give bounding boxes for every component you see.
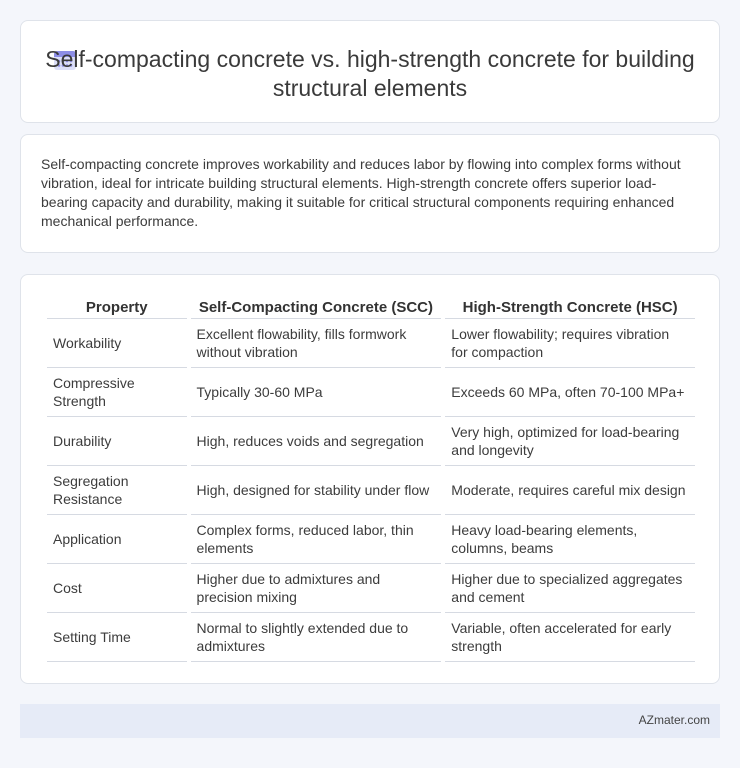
- table-row: [47, 466, 695, 515]
- row-property: Setting Time: [47, 613, 187, 662]
- row-property: Cost: [47, 564, 187, 613]
- row-scc-value: Typically 30-60 MPa: [191, 368, 442, 417]
- row-scc-value: High, designed for stability under flow: [191, 466, 442, 515]
- page-title: Self-compacting concrete vs. high-strength concrete for building structural elements: [45, 46, 695, 101]
- row-property: Application: [47, 515, 187, 564]
- row-hsc-value: Moderate, requires careful mix design: [445, 466, 695, 515]
- row-property: Segregation Resistance: [47, 466, 187, 515]
- row-scc-value: Normal to slightly extended due to admixtures: [191, 613, 442, 662]
- row-hsc-value: Variable, often accelerated for early strength: [445, 613, 695, 662]
- title-card: [20, 20, 720, 123]
- table-header-row: [47, 297, 695, 319]
- table-row: [47, 613, 695, 662]
- table-row: [47, 368, 695, 417]
- summary-card: [20, 134, 720, 253]
- column-header-scc: Self-Compacting Concrete (SCC): [191, 297, 442, 319]
- comparison-card: [20, 274, 720, 684]
- row-hsc-value: Very high, optimized for load-bearing and longevity: [445, 417, 695, 466]
- row-property: Durability: [47, 417, 187, 466]
- column-header-property: Property: [47, 297, 187, 319]
- row-scc-value: Excellent flowability, fills formwork without vibration: [191, 319, 442, 368]
- row-hsc-value: Lower flowability; requires vibration for compaction: [445, 319, 695, 368]
- row-scc-value: High, reduces voids and segregation: [191, 417, 442, 466]
- footer-bar: [20, 704, 720, 738]
- comparison-table: [43, 297, 699, 662]
- table-row: [47, 515, 695, 564]
- column-header-hsc: High-Strength Concrete (HSC): [445, 297, 695, 319]
- table-row: [47, 319, 695, 368]
- row-hsc-value: Exceeds 60 MPa, often 70-100 MPa+: [445, 368, 695, 417]
- row-property: Workability: [47, 319, 187, 368]
- row-scc-value: Higher due to admixtures and precision mixing: [191, 564, 442, 613]
- row-property: Compressive Strength: [47, 368, 187, 417]
- row-hsc-value: Heavy load-bearing elements, columns, beams: [445, 515, 695, 564]
- footer-brand: AZmater.com: [638, 713, 710, 727]
- table-row: [47, 417, 695, 466]
- row-hsc-value: Higher due to specialized aggregates and cement: [445, 564, 695, 613]
- table-row: [47, 564, 695, 613]
- row-scc-value: Complex forms, reduced labor, thin elements: [191, 515, 442, 564]
- summary-text: Self-compacting concrete improves workability and reduces labor by flowing into complex forms without vibration, ideal for intricate building structural elements. High-strength concrete offers superior load-bearing capacity and durability, making it suitable for critical structural components requiring enhanced mechanical performance.: [41, 156, 681, 229]
